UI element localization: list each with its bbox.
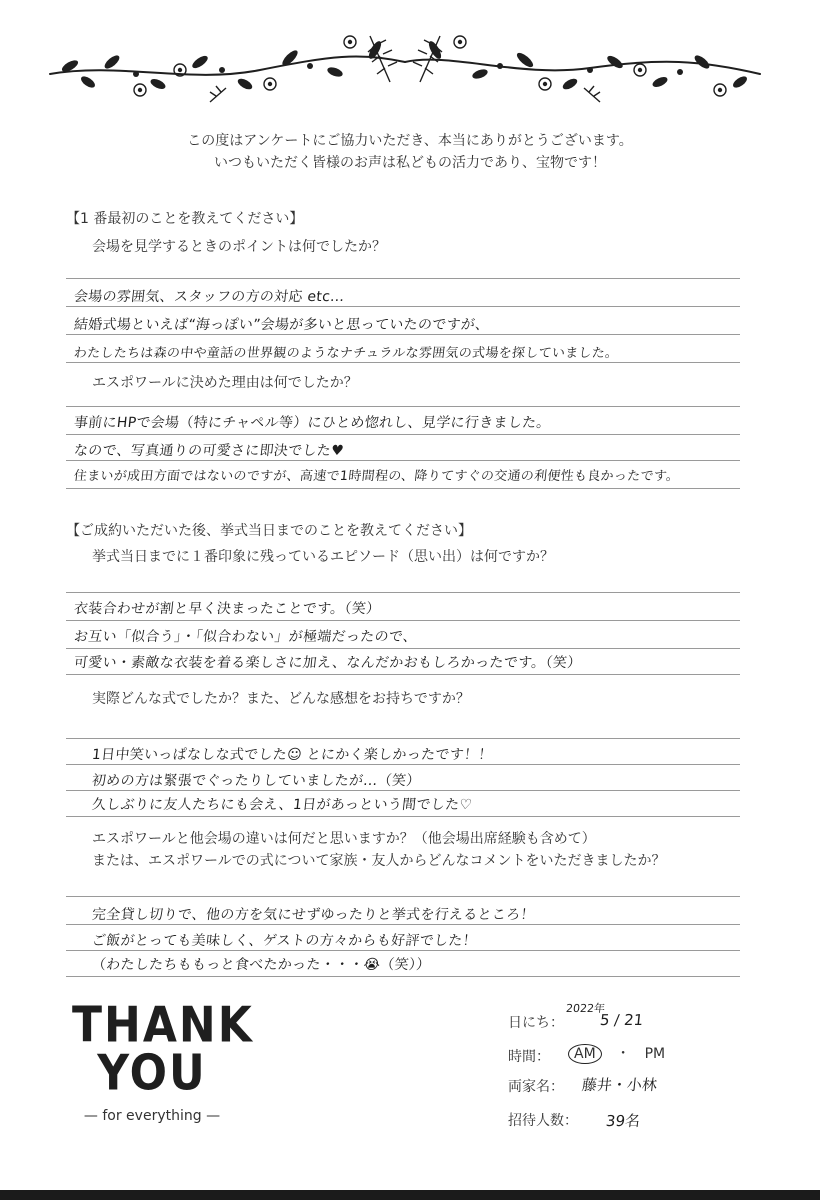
- time-label: 時間：: [508, 1049, 550, 1065]
- thank-you-line-2: YOU: [97, 1044, 207, 1102]
- answer-rule: [66, 278, 740, 279]
- answer-rule: [66, 592, 740, 593]
- answer-rule: [66, 790, 740, 791]
- answer-line: （わたしたちももっと食べたかった・・・😭（笑））: [91, 957, 432, 973]
- answer-rule: [66, 406, 740, 407]
- answer-rule: [66, 460, 740, 461]
- answer-line: 事前にHPで会場（特にチャペル等）にひとめ惚れし、見学に行きました。: [73, 415, 552, 431]
- section-1-question-1: 会場を見学するときのポイントは何でしたか？: [92, 239, 386, 255]
- year-note: 2022年: [565, 1002, 606, 1015]
- answer-rule: [66, 816, 740, 817]
- answer-line: わたしたちは森の中や童話の世界観のようなナチュラルな雰囲気の式場を探していました。: [73, 346, 620, 361]
- date-label: 日にち：: [508, 1015, 564, 1031]
- guests-label: 招待人数：: [508, 1113, 578, 1129]
- botanical-garland-illustration: [40, 22, 770, 110]
- time-separator: ・: [616, 1046, 631, 1062]
- time-options: [568, 1043, 665, 1064]
- answer-line: なので、写真通りの可愛さに即決でした♥: [73, 443, 345, 459]
- thank-you-line-1: THANK: [72, 996, 254, 1054]
- answer-line: 衣装合わせが割と早く決まったことです。（笑）: [73, 601, 382, 617]
- answer-rule: [66, 434, 740, 435]
- answer-line: 初めの方は緊張でぐったりしていましたが…（笑）: [91, 773, 422, 789]
- intro-line-1: この度はアンケートにご協力いただき、本当にありがとうございます。: [187, 133, 633, 149]
- answer-rule: [66, 648, 740, 649]
- guests-value: 39名: [605, 1112, 641, 1130]
- date-value: 5 / 21: [599, 1011, 645, 1029]
- section-2-heading: 【ご成約いただいた後、挙式当日までのことを教えてください】: [66, 523, 472, 539]
- answer-rule: [66, 764, 740, 765]
- intro-line-2: いつもいただく皆様のお声は私どもの活力であり、宝物です！: [214, 155, 606, 171]
- answer-rule: [66, 334, 740, 335]
- answer-line: 1日中笑いっぱなしな式でした☺ とにかく楽しかったです！！: [91, 747, 494, 763]
- answer-line: お互い「似合う」・「似合わない」が極端だったので、: [73, 629, 418, 645]
- pm-option: PM: [644, 1046, 666, 1062]
- thank-you-subtitle: — for everything —: [83, 1108, 221, 1124]
- family-label: 両家名：: [508, 1079, 564, 1095]
- answer-rule: [66, 362, 740, 363]
- section-2-question-1: 挙式当日までに１番印象に残っているエピソード（思い出）は何ですか？: [92, 549, 554, 565]
- answer-rule: [66, 738, 740, 739]
- answer-rule: [66, 674, 740, 675]
- family-value: 藤井・小林: [581, 1076, 658, 1094]
- answer-line: 会場の雰囲気、スタッフの方の対応 etc…: [73, 289, 346, 305]
- answer-line: 完全貸し切りで、他の方を気にせずゆったりと挙式を行えるところ！: [91, 907, 536, 923]
- answer-rule: [66, 488, 740, 489]
- intro-message: [0, 130, 820, 174]
- section-1-question-2: エスポワールに決めた理由は何でしたか？: [92, 375, 358, 391]
- answer-rule: [66, 306, 740, 307]
- section-2-question-2: 実際どんな式でしたか？また、どんな感想をお持ちですか？: [92, 691, 470, 707]
- scan-bottom-edge: [0, 1190, 820, 1200]
- section-2-question-3a: エスポワールと他会場の違いは何だと思いますか？（他会場出席経験も含めて）: [92, 831, 596, 847]
- thank-you-logo: [72, 996, 254, 1124]
- am-option-circled: AM: [568, 1044, 602, 1064]
- answer-rule: [66, 976, 740, 977]
- answer-rule: [66, 896, 740, 897]
- section-2-question-3b: または、エスポワールでの式について家族・友人からどんなコメントをいただきましたか？: [92, 853, 666, 869]
- answer-rule: [66, 924, 740, 925]
- section-1-heading: 【1 番最初のことを教えてください】: [66, 211, 304, 227]
- answer-line: 結婚式場といえば“海っぽい”会場が多いと思っていたのですが、: [73, 317, 491, 333]
- answer-rule: [66, 620, 740, 621]
- answer-rule: [66, 950, 740, 951]
- answer-line: 久しぶりに友人たちにも会え、1日があっという間でした♡: [91, 797, 474, 813]
- answer-line: 可愛い・素敵な衣装を着る楽しさに加え、なんだかおもしろかったです。（笑）: [73, 655, 583, 671]
- answer-line: ご飯がとっても美味しく、ゲストの方々からも好評でした！: [91, 933, 478, 949]
- answer-line: 住まいが成田方面ではないのですが、高速で1時間程の、降りてすぐの交通の利便性も良かったです。: [73, 469, 681, 484]
